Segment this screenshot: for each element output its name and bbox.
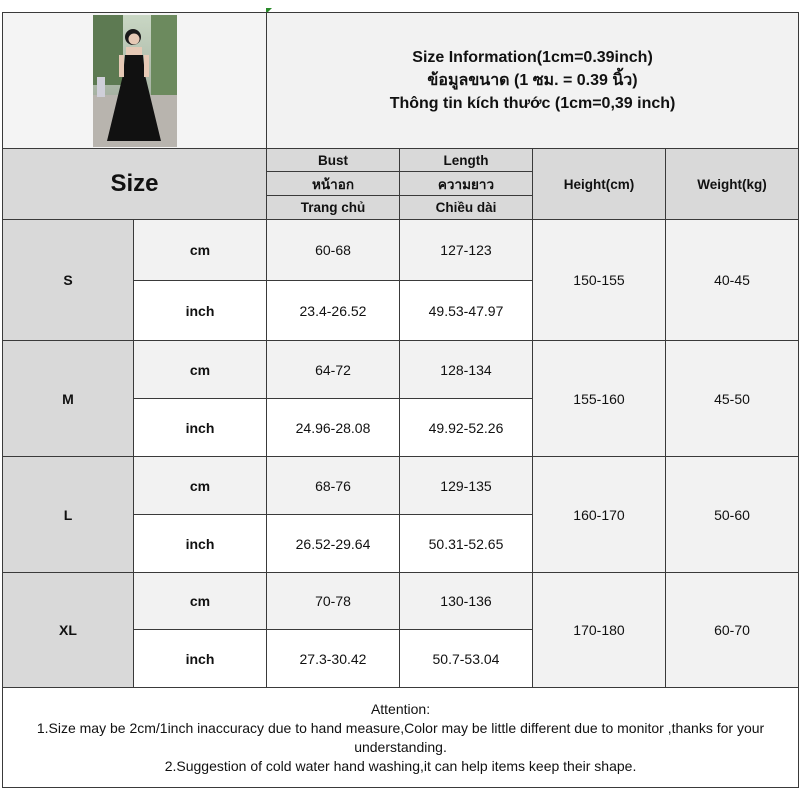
bust-cm-value: 64-72 [267, 341, 400, 399]
size-label: L [3, 457, 134, 573]
unit-cm-label: cm [134, 220, 267, 281]
unit-inch-label: inch [134, 630, 267, 688]
length-header-th: ความยาว [400, 172, 533, 196]
weight-value: 50-60 [666, 457, 799, 573]
size-label: M [3, 341, 134, 457]
length-header-vi: Chiều dài [400, 196, 533, 220]
weight-value: 60-70 [666, 573, 799, 688]
attention-title: Attention: [370, 700, 431, 717]
unit-inch-label: inch [134, 515, 267, 573]
size-label: XL [3, 573, 134, 688]
bust-header-en: Bust [267, 149, 400, 172]
size-table [2, 12, 799, 788]
size-info-header [267, 13, 799, 149]
bust-header-vi: Trang chủ [267, 196, 400, 220]
size-chart [2, 12, 798, 788]
info-line-english: Size Information(1cm=0.39inch) [412, 49, 653, 66]
unit-cm-label: cm [134, 573, 267, 630]
length-inch-value: 49.53-47.97 [400, 281, 533, 341]
bust-cm-value: 70-78 [267, 573, 400, 630]
length-inch-value: 49.92-52.26 [400, 399, 533, 457]
bust-cm-value: 68-76 [267, 457, 400, 515]
unit-cm-label: cm [134, 457, 267, 515]
length-inch-value: 50.31-52.65 [400, 515, 533, 573]
length-header-en: Length [400, 149, 533, 172]
height-value: 150-155 [533, 220, 666, 341]
length-cm-value: 127-123 [400, 220, 533, 281]
info-line-thai: ข้อมูลขนาด (1 ซม. = 0.39 นิ้ว) [427, 72, 638, 89]
length-cm-value: 129-135 [400, 457, 533, 515]
weight-value: 40-45 [666, 220, 799, 341]
weight-value: 45-50 [666, 341, 799, 457]
size-column-header: Size [3, 149, 267, 220]
unit-inch-label: inch [134, 281, 267, 341]
info-line-vietnamese: Thông tin kích thước (1cm=0,39 inch) [389, 95, 676, 112]
length-cm-value: 128-134 [400, 341, 533, 399]
product-photo-cell [3, 13, 267, 149]
height-value: 155-160 [533, 341, 666, 457]
bust-inch-value: 27.3-30.42 [267, 630, 400, 688]
bust-inch-value: 23.4-26.52 [267, 281, 400, 341]
bust-header-th: หน้าอก [267, 172, 400, 196]
height-value: 170-180 [533, 573, 666, 688]
attention-note-2: 2.Suggestion of cold water hand washing,it can help items keep their shape. [164, 757, 637, 774]
attention-notes [3, 688, 799, 788]
attention-note-1: 1.Size may be 2cm/1inch inaccuracy due to hand measure,Color may be little different due to monitor ,thanks for your understanding. [36, 719, 765, 755]
length-inch-value: 50.7-53.04 [400, 630, 533, 688]
weight-header: Weight(kg) [666, 149, 799, 220]
bust-cm-value: 60-68 [267, 220, 400, 281]
product-photo [93, 15, 177, 147]
bust-inch-value: 24.96-28.08 [267, 399, 400, 457]
bust-inch-value: 26.52-29.64 [267, 515, 400, 573]
length-cm-value: 130-136 [400, 573, 533, 630]
unit-inch-label: inch [134, 399, 267, 457]
height-value: 160-170 [533, 457, 666, 573]
height-header: Height(cm) [533, 149, 666, 220]
size-label: S [3, 220, 134, 341]
unit-cm-label: cm [134, 341, 267, 399]
